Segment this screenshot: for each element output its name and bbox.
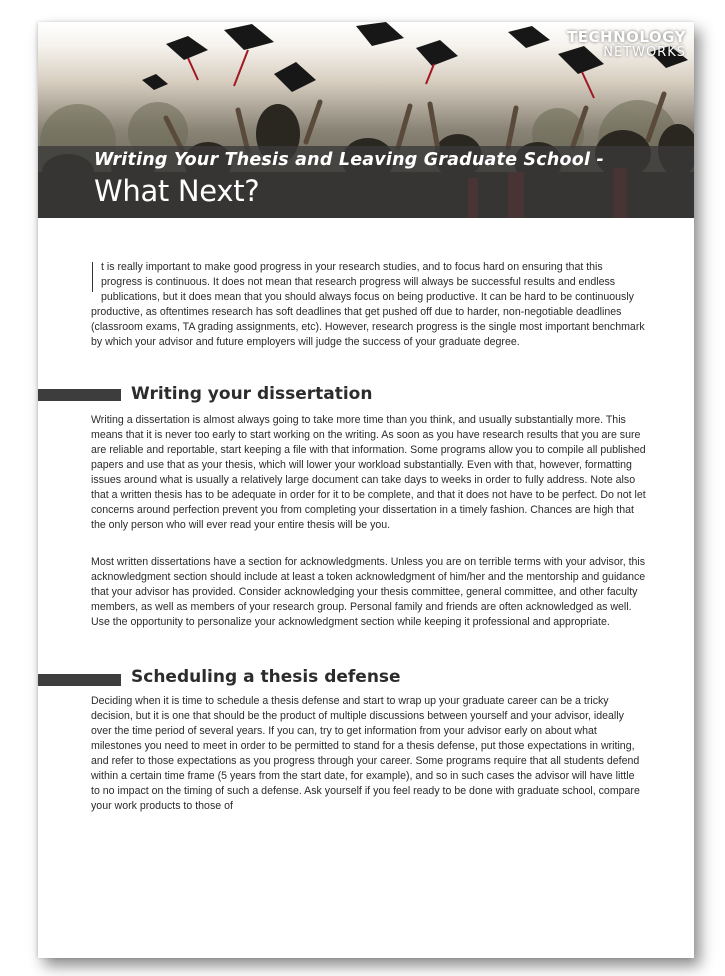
drop-cap (92, 262, 97, 292)
document-page (38, 22, 694, 958)
section-paragraph: Deciding when it is time to schedule a thesis defense and start to wrap up your graduate career can be a tricky decision, but it is one that should be the product of multiple discussions between yourself and your advisor, ideally over the time period of several years. If you can, try to get information from your advisor early on about what milestones you need to meet in order to be permitted to stand for a thesis defense, put those expectations in writing, and refer to those expectations as you progress through your career. Some programs require that all students defend within a certain time frame (5 years from the start date, for example), and so in such cases the advisor will have little to no impact on the timing of such a defense. Ask yourself if you feel ready to be done with graduate school, compare your work products to those of (91, 695, 640, 812)
brand-line-2: NETWORKS (603, 45, 686, 60)
intro-paragraph (91, 260, 646, 350)
page-title-line-1: Writing Your Thesis and Leaving Graduate School - (94, 150, 604, 170)
section-paragraph: Most written dissertations have a section for acknowledgments. Unless you are on terrible terms with your advisor, this acknowledgment section should include at least a token acknowledgment of him/her and the mentorship and guidance that your advisor has provided. Consider acknowledging your thesis committee, general committee, and other faculty members, as well as members of your research group. Personal family and friends are often acknowledged as well. Use the opportunity to personalize your acknowledgment section while keeping it professional and appropriate. (91, 556, 646, 628)
technology-networks-logo (567, 30, 686, 59)
section-heading-bar (38, 674, 121, 686)
page-title-line-2: What Next? (94, 174, 260, 208)
hero-banner (38, 22, 694, 218)
section-paragraph: Writing a dissertation is almost always going to take more time than you think, and usually substantially more. This means that it is never too early to start working on the writing. As soon as you have research results that you are sure are reliable and reportable, start keeping a file with that information. Some programs allow you to compile all published papers and use that as your thesis, which will lower your workload substantially. Even with that, however, formatting issues around what is usually a relatively large document can take days to weeks in order to fully address. Note also that a written thesis has to be adequate in order for it to be complete, and that it does not have to be perfect. Do not let concerns around perfection prevent you from completing your dissertation in a timely fashion. Chances are high that the only person who will ever read your entire thesis will be you. (91, 414, 646, 531)
brand-line-1: TECHNOLOGY (567, 28, 686, 46)
section-heading-scheduling-defense: Scheduling a thesis defense (131, 667, 401, 687)
section-heading-bar (38, 389, 121, 401)
section-heading-writing-dissertation: Writing your dissertation (131, 384, 373, 404)
intro-text: t is really important to make good progress in your research studies, and to focus hard on ensuring that this progress is continuous. It does not mean that research progress will always be successful results and endless publications, but it does mean that you should always focus on being productive. It can be hard to be continuously productive, as oftentimes research has soft deadlines that get pushed off due to harder, non-negotiable deadlines (classroom exams, TA grading assignments, etc). However, research progress is the single most important benchmark by which your advisor and future employers will judge the success of your graduate degree. (91, 261, 645, 348)
